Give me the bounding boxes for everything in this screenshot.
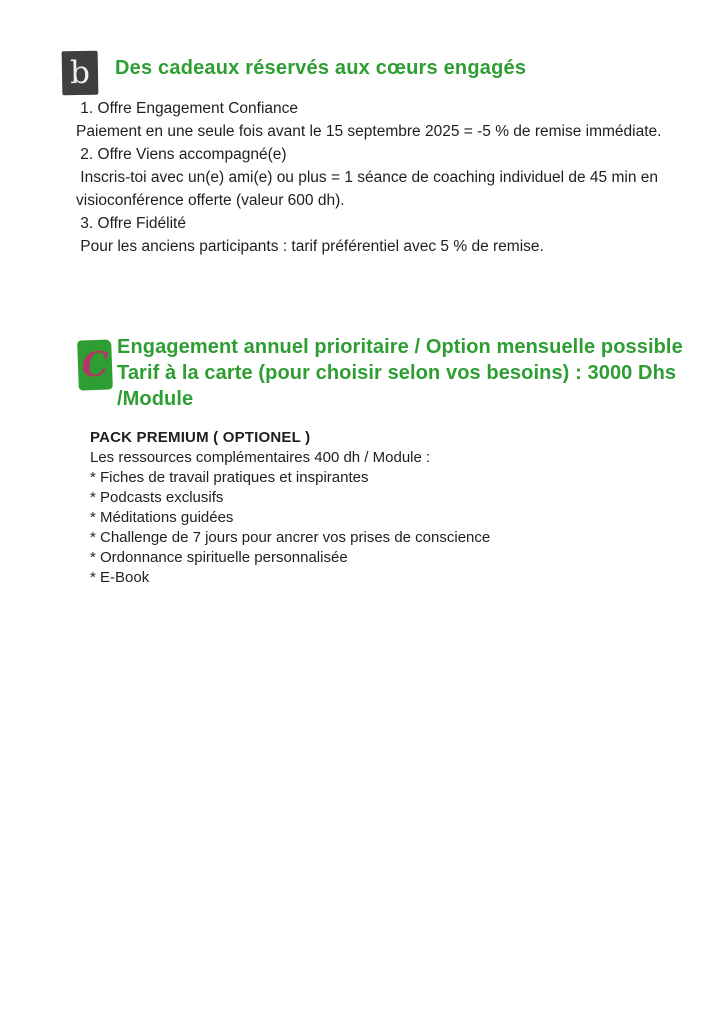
offer2-detail-line1: Inscris-toi avec un(e) ami(e) ou plus = 1 séance de coaching individuel de 45 min en <box>76 169 658 186</box>
pack-premium-heading: PACK PREMIUM ( OPTIONEL ) <box>90 429 311 446</box>
section1-title: Des cadeaux réservés aux cœurs engagés <box>115 57 527 79</box>
section2-title-line2: Tarif à la carte (pour choisir selon vos besoins) : 3000 Dhs /Module <box>117 362 677 410</box>
pack-premium-intro: Les ressources complémentaires 400 dh / Module : <box>90 449 431 466</box>
offer1-detail-line: Paiement en une seule fois avant le 15 septembre 2025 = -5 % de remise immédiate. <box>76 123 662 140</box>
pack-item-podcasts: * Podcasts exclusifs <box>90 489 224 506</box>
pack-premium-block <box>90 428 490 588</box>
pack-item-meditations: * Méditations guidées <box>90 509 234 526</box>
offer2-title-line: 2. Offre Viens accompagné(e) <box>76 146 287 163</box>
pack-item-challenge: * Challenge de 7 jours pour ancrer vos prises de conscience <box>90 529 491 546</box>
section2-title-line1: Engagement annuel prioritaire / Option mensuelle possible <box>117 336 683 358</box>
pack-item-fiches: * Fiches de travail pratiques et inspirantes <box>90 469 369 486</box>
b-logo-icon: b <box>62 51 99 96</box>
offer3-title-line: 3. Offre Fidélité <box>76 215 186 232</box>
section2-title <box>117 334 724 412</box>
c-logo-icon: C <box>77 339 113 390</box>
offer3-detail-line: Pour les anciens participants : tarif préférentiel avec 5 % de remise. <box>76 238 544 255</box>
offer2-detail-line2: visioconférence offerte (valeur 600 dh). <box>76 192 345 209</box>
pack-item-ebook: * E-Book <box>90 569 150 586</box>
section1-offers-text <box>76 97 661 258</box>
pack-item-ordonnance: * Ordonnance spirituelle personnalisée <box>90 549 348 566</box>
offer1-title-line: 1. Offre Engagement Confiance <box>76 100 299 117</box>
